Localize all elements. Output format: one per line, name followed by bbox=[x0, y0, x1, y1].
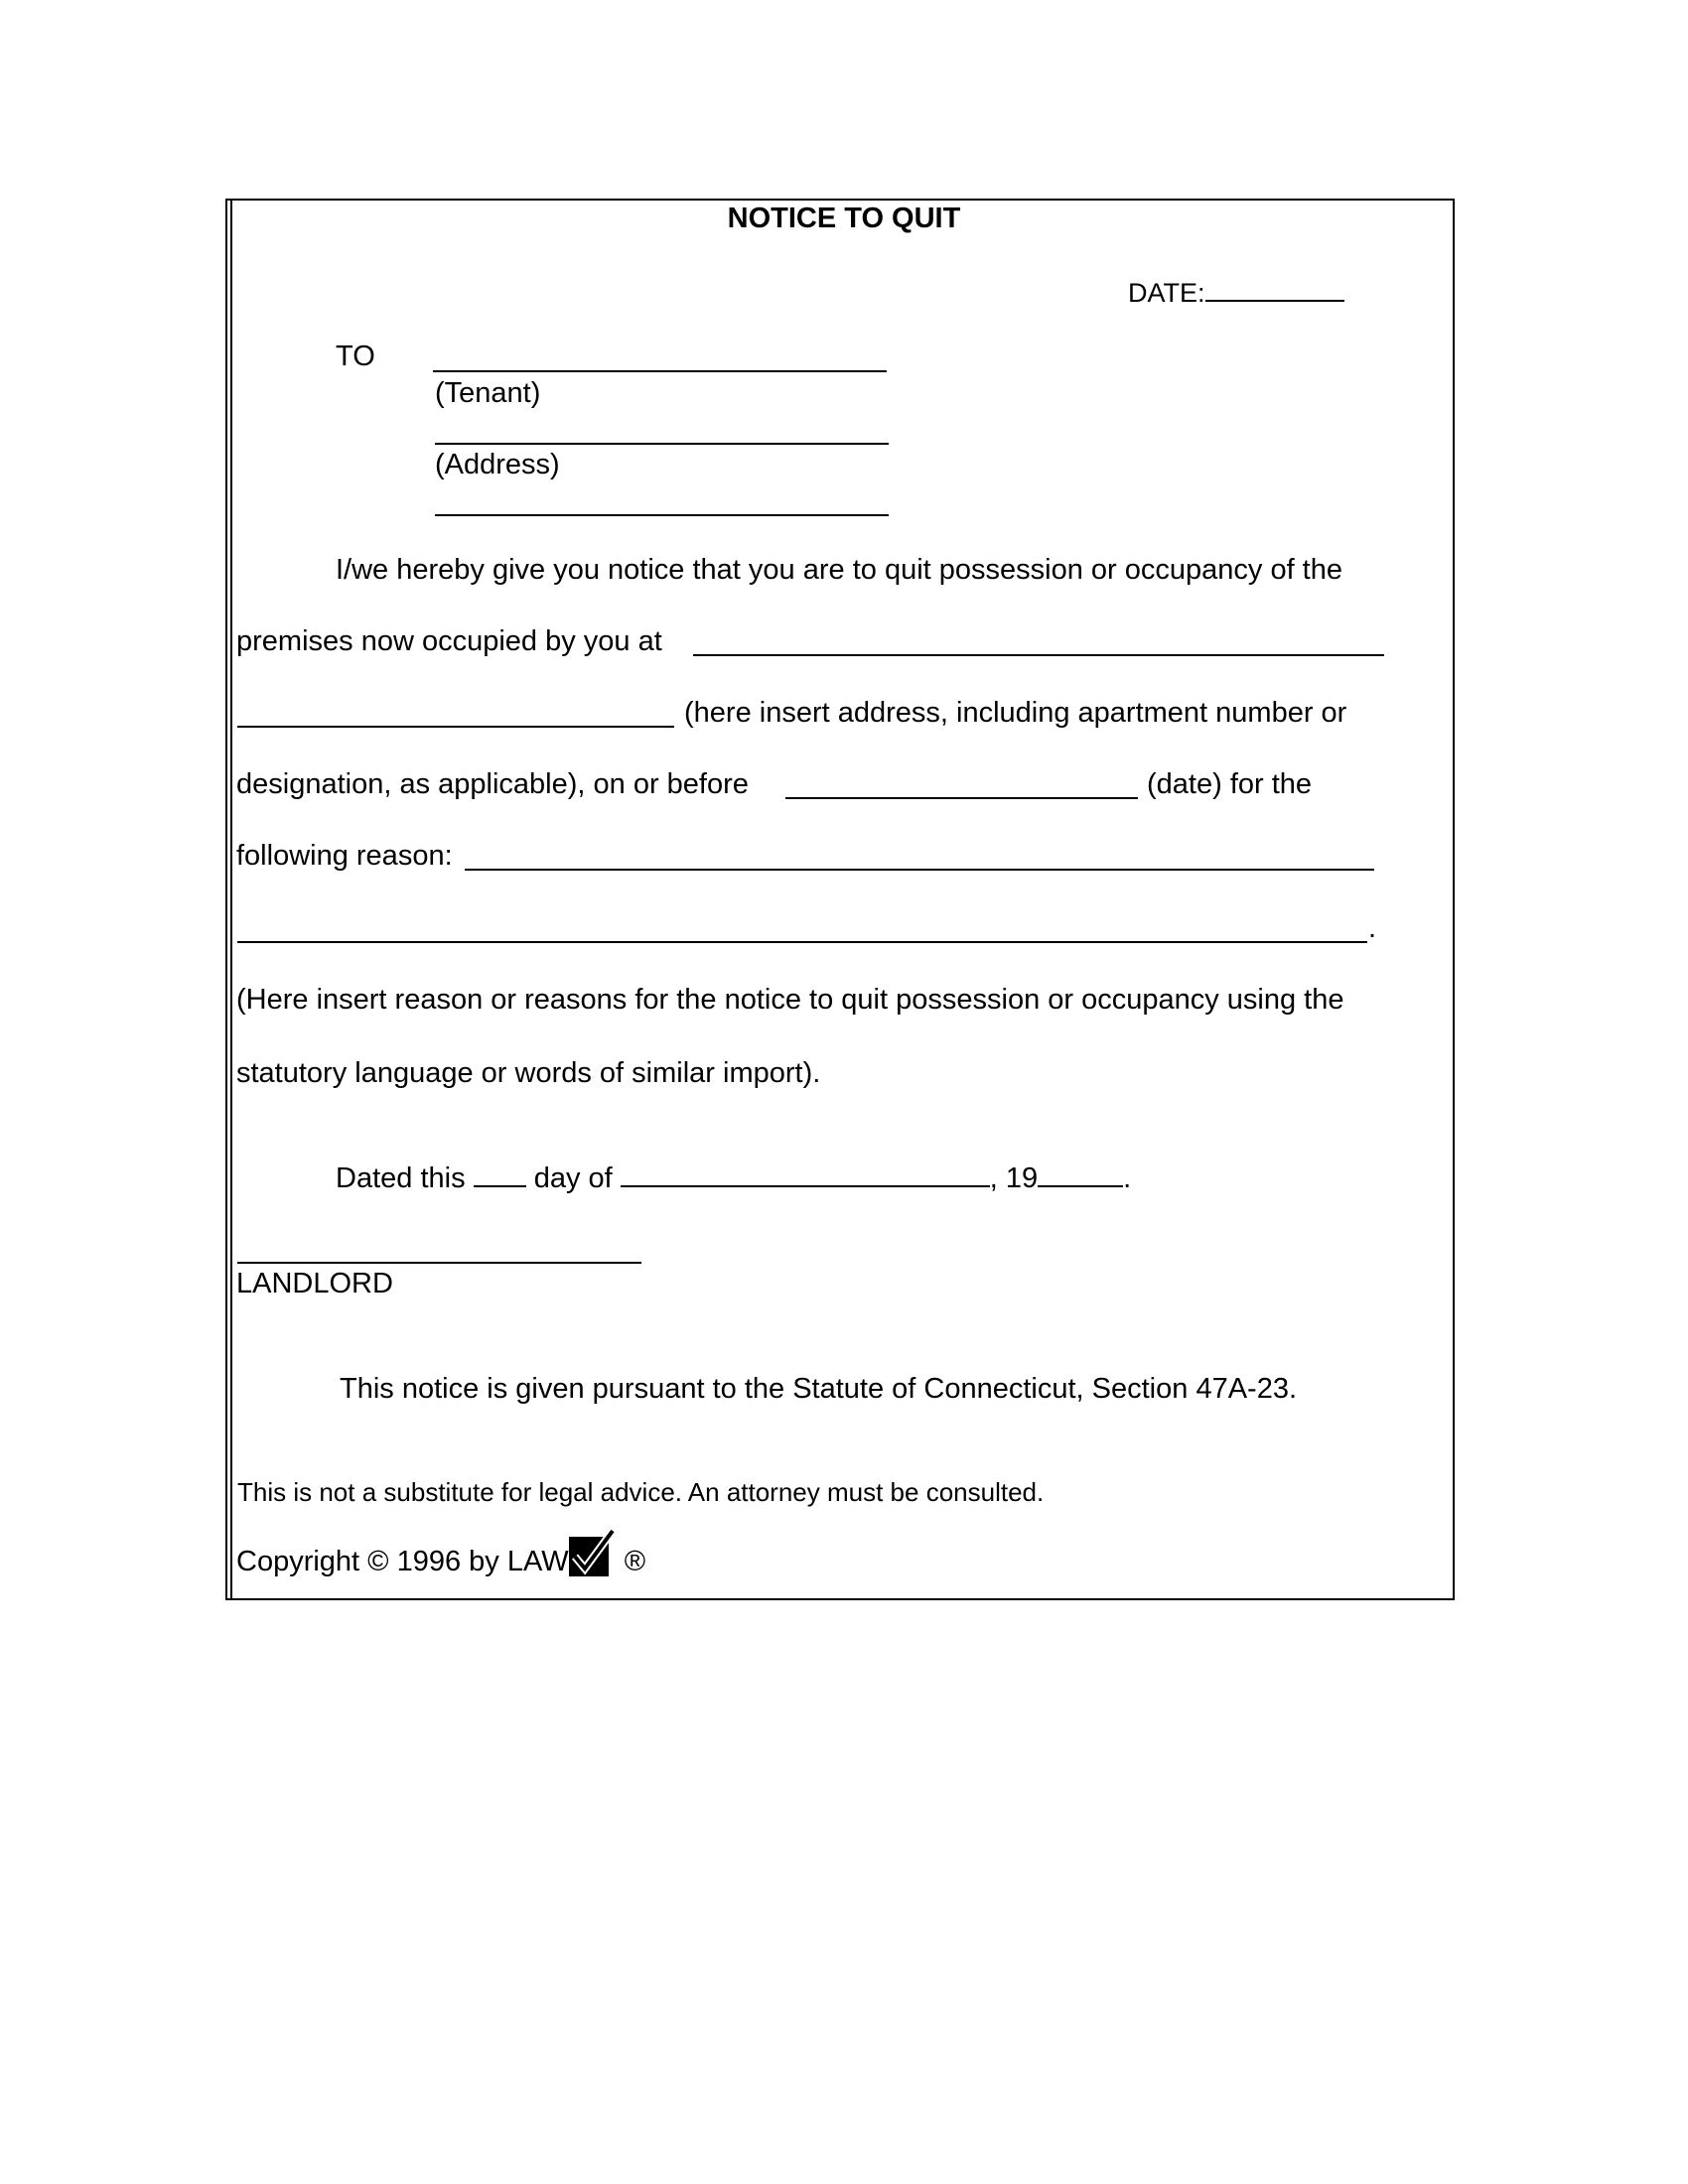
instruction-line-2: statutory language or words of similar import). bbox=[236, 1057, 821, 1089]
date-label: DATE: bbox=[1128, 278, 1205, 308]
checkmark-box-icon bbox=[569, 1529, 617, 1576]
notice-paragraph-line-4a: designation, as applicable), on or before bbox=[236, 768, 749, 800]
tenant-label: (Tenant) bbox=[435, 377, 541, 409]
to-label: TO bbox=[336, 341, 375, 372]
month-blank[interactable] bbox=[621, 1160, 990, 1187]
quit-date-blank[interactable] bbox=[785, 797, 1138, 799]
disclaimer-text: This is not a substitute for legal advice. An attorney must be consulted. bbox=[237, 1477, 1045, 1507]
notice-paragraph-line-5: following reason: bbox=[236, 840, 453, 872]
premises-text: premises now occupied by you at bbox=[236, 625, 662, 657]
address-label: (Address) bbox=[435, 449, 560, 480]
date-field[interactable] bbox=[1128, 274, 1344, 310]
form-border-inner-line bbox=[230, 199, 232, 1600]
date-blank[interactable] bbox=[1205, 274, 1344, 302]
dated-text: Dated this bbox=[336, 1162, 466, 1194]
tenant-blank[interactable] bbox=[433, 370, 887, 372]
notice-paragraph-line-4b: (date) for the bbox=[1147, 768, 1313, 800]
address-blank-2[interactable] bbox=[435, 514, 889, 516]
premises-address-blank-2[interactable] bbox=[237, 726, 674, 728]
page-title: NOTICE TO QUIT bbox=[727, 203, 961, 234]
address-blank[interactable] bbox=[435, 443, 889, 445]
copyright-line bbox=[236, 1529, 645, 1578]
premises-address-blank[interactable] bbox=[693, 654, 1384, 656]
instruction-line-1: (Here insert reason or reasons for the notice to quit possession or occupancy using the bbox=[236, 984, 1344, 1016]
notice-paragraph-line-1: I/we hereby give you notice that you are to quit possession or occupancy of the bbox=[336, 554, 1342, 586]
reason-line-period: . bbox=[1368, 912, 1377, 944]
year-prefix-text: , 19 bbox=[989, 1162, 1039, 1194]
copyright-text: Copyright © 1996 by LAW bbox=[236, 1546, 569, 1577]
registered-mark: ® bbox=[624, 1546, 646, 1577]
notice-paragraph-line-2 bbox=[236, 624, 662, 658]
notice-paragraph-line-3: (here insert address, including apartment number or bbox=[684, 697, 1347, 729]
day-of-text: day of bbox=[533, 1162, 613, 1194]
year-blank[interactable] bbox=[1038, 1160, 1123, 1187]
day-blank[interactable] bbox=[474, 1160, 526, 1187]
dated-line bbox=[336, 1160, 1131, 1195]
statute-text: This notice is given pursuant to the Statute of Connecticut, Section 47A-23. bbox=[340, 1373, 1298, 1405]
reason-blank-2[interactable] bbox=[237, 941, 1367, 943]
landlord-label: LANDLORD bbox=[236, 1268, 393, 1299]
dated-period: . bbox=[1123, 1162, 1132, 1194]
landlord-signature-line[interactable] bbox=[237, 1262, 641, 1264]
reason-blank[interactable] bbox=[465, 869, 1374, 871]
